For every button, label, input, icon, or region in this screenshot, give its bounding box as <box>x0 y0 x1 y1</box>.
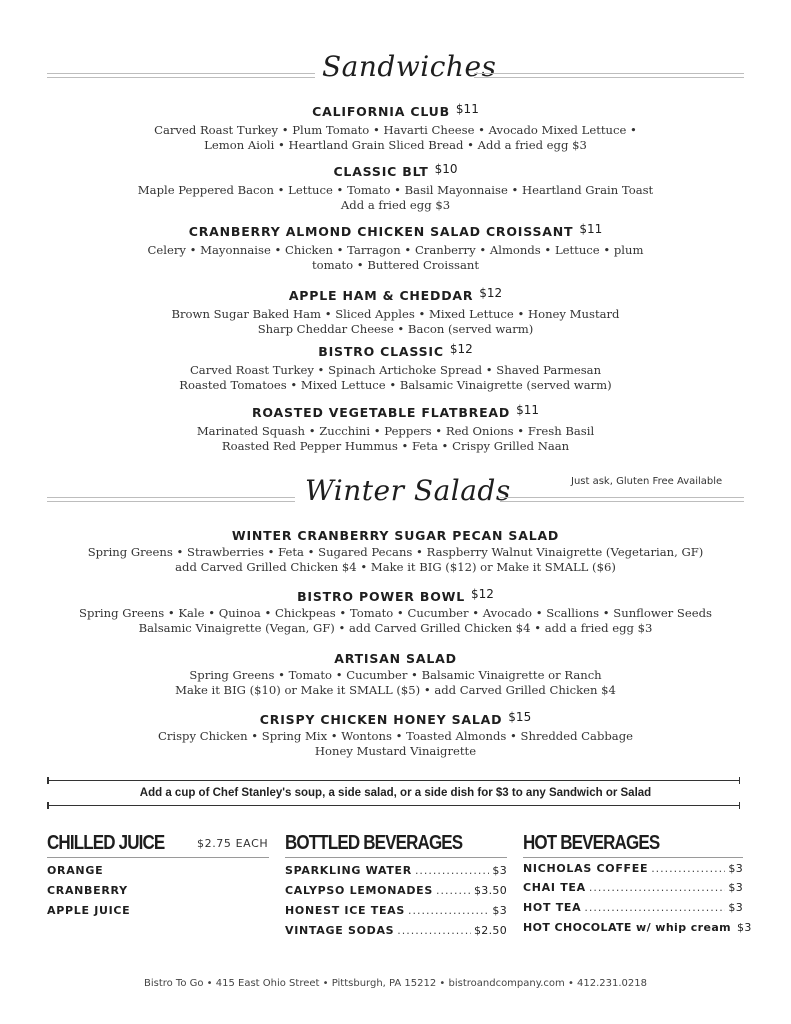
item-price: $11 <box>516 403 539 417</box>
bottled-item <box>285 924 507 937</box>
sandwiches-rule-left <box>47 73 315 78</box>
hot-beverages-rule <box>523 857 743 858</box>
bev-name: SPARKLING WATER <box>285 864 412 877</box>
addon-text: Add a cup of Chef Stanley's soup, a side salad, or a side dish for $3 to any Sandwich or Salad <box>139 787 652 799</box>
item-desc-line: Roasted Tomatoes • Mixed Lettuce • Balsamic Vinaigrette (served warm) <box>179 378 612 392</box>
sandwich-item <box>0 288 791 337</box>
item-name: BISTRO CLASSIC <box>318 344 444 359</box>
bev-price: $3.50 <box>474 884 507 897</box>
item-desc-line: Lemon Aioli • Heartland Grain Sliced Bread • Add a fried egg $3 <box>204 138 587 152</box>
item-name: APPLE HAM & CHEDDAR <box>288 288 474 303</box>
item-desc-line: Carved Roast Turkey • Spinach Artichoke Spread • Shaved Parmesan <box>189 363 602 377</box>
bev-price: $3 <box>728 862 743 875</box>
bev-name: VINTAGE SODAS <box>285 924 395 937</box>
dot-leader <box>436 884 471 897</box>
salads-heading: Winter Salads <box>305 474 511 507</box>
dot-leader <box>589 881 726 894</box>
juice-item <box>47 864 103 877</box>
bottled-item <box>285 864 507 877</box>
bottled-beverages-rule <box>285 857 507 858</box>
salad-item <box>0 651 791 698</box>
sandwiches-rule-right <box>474 73 744 78</box>
dot-leader <box>415 864 489 877</box>
bev-name: NICHOLAS COFFEE <box>523 862 649 875</box>
item-desc-line: Make it BIG ($10) or Make it SMALL ($5) • add Carved Grilled Chicken $4 <box>175 683 616 697</box>
item-price: $12 <box>449 342 473 356</box>
juice-item <box>47 904 130 917</box>
salads-rule-right <box>500 497 744 502</box>
chilled-juice-rule <box>47 857 269 858</box>
hot-item <box>523 862 743 875</box>
bev-price: $3 <box>728 881 743 894</box>
item-name: ROASTED VEGETABLE FLATBREAD <box>252 405 511 420</box>
item-price: $11 <box>579 222 603 236</box>
dot-leader <box>584 901 725 914</box>
bev-name: CHAI TEA <box>523 881 586 894</box>
item-desc-line: Brown Sugar Baked Ham • Sliced Apples • Mixed Lettuce • Honey Mustard <box>171 307 620 321</box>
juice-name: CRANBERRY <box>47 884 128 897</box>
gluten-free-note: Just ask, Gluten Free Available <box>571 476 723 487</box>
bottled-item <box>285 904 507 917</box>
item-name: ARTISAN SALAD <box>334 651 457 666</box>
hot-item <box>523 881 743 894</box>
item-price: $12 <box>479 286 503 300</box>
item-desc-line: Sharp Cheddar Cheese • Bacon (served warm) <box>257 322 534 336</box>
bev-price: $3 <box>492 864 507 877</box>
footer-contact: Bistro To Go • 415 East Ohio Street • Pittsburgh, PA 15212 • bistroandcompany.com • 412.231.0218 <box>143 978 648 989</box>
item-desc-line: Spring Greens • Kale • Quinoa • Chickpeas • Tomato • Cucumber • Avocado • Scallions • Sunflower Seeds <box>79 606 712 620</box>
sandwich-item <box>0 344 791 393</box>
hot-beverages-heading: HOT BEVERAGES <box>523 832 660 854</box>
addon-rule-bottom <box>47 805 740 806</box>
item-name: CALIFORNIA CLUB <box>312 104 450 119</box>
item-desc-line: Carved Roast Turkey • Plum Tomato • Havarti Cheese • Avocado Mixed Lettuce • <box>154 123 637 137</box>
bottled-beverages-heading: BOTTLED BEVERAGES <box>285 832 463 854</box>
bev-name: CALYPSO LEMONADES <box>285 884 434 897</box>
juice-name: ORANGE <box>47 864 104 877</box>
chilled-juice-price: $2.75 EACH <box>197 837 269 850</box>
bev-price: $3 <box>737 921 752 934</box>
item-desc-line: Celery • Mayonnaise • Chicken • Tarragon • Cranberry • Almonds • Lettuce • plum <box>147 243 644 257</box>
juice-item <box>47 884 128 897</box>
sandwich-item <box>0 224 791 273</box>
chilled-juice-heading: CHILLED JUICE <box>47 832 165 854</box>
item-price: $11 <box>455 102 479 116</box>
addon-rule-top <box>47 780 740 781</box>
item-price: $12 <box>471 587 494 601</box>
salad-item <box>0 712 791 759</box>
bev-price: $3 <box>728 901 743 914</box>
bev-name: HOT TEA <box>523 901 582 914</box>
item-desc-line: tomato • Buttered Croissant <box>311 258 480 272</box>
bev-name: HONEST ICE TEAS <box>285 904 405 917</box>
sandwiches-heading: Sandwiches <box>322 50 497 83</box>
item-price: $15 <box>508 710 532 724</box>
item-name: CRISPY CHICKEN HONEY SALAD <box>259 712 503 727</box>
hot-item <box>523 901 743 914</box>
item-desc-line: Roasted Red Pepper Hummus • Feta • Crispy Grilled Naan <box>221 439 570 453</box>
sandwich-item <box>0 405 791 454</box>
bev-price: $3 <box>492 904 507 917</box>
bev-price: $2.50 <box>474 924 507 937</box>
item-desc-line: Add a fried egg $3 <box>340 198 451 212</box>
bottled-item <box>285 884 507 897</box>
item-desc-line: Spring Greens • Tomato • Cucumber • Balsamic Vinaigrette or Ranch <box>189 668 602 682</box>
item-desc-line: Crispy Chicken • Spring Mix • Wontons • Toasted Almonds • Shredded Cabbage <box>157 729 634 743</box>
salad-item <box>0 528 791 575</box>
item-price: $10 <box>434 162 458 176</box>
hot-item <box>523 921 752 934</box>
item-desc-line: add Carved Grilled Chicken $4 • Make it BIG ($12) or Make it SMALL ($6) <box>175 560 616 574</box>
item-name: WINTER CRANBERRY SUGAR PECAN SALAD <box>231 528 560 543</box>
dot-leader <box>651 862 725 875</box>
item-name: CRANBERRY ALMOND CHICKEN SALAD CROISSANT <box>188 224 574 239</box>
item-desc-line: Honey Mustard Vinaigrette <box>314 744 477 758</box>
item-desc-line: Maple Peppered Bacon • Lettuce • Tomato • Basil Mayonnaise • Heartland Grain Toast <box>137 183 654 197</box>
sandwich-item <box>0 104 791 153</box>
dot-leader <box>397 924 471 937</box>
salad-item <box>0 589 791 636</box>
item-desc-line: Marinated Squash • Zucchini • Peppers • Red Onions • Fresh Basil <box>196 424 595 438</box>
juice-name: APPLE JUICE <box>47 904 131 917</box>
sandwich-item <box>0 164 791 213</box>
dot-leader <box>408 904 489 917</box>
bev-name: HOT CHOCOLATE w/ whip cream <box>523 921 732 934</box>
item-desc-line: Balsamic Vinaigrette (Vegan, GF) • add Carved Grilled Chicken $4 • add a fried egg $3 <box>138 621 653 635</box>
item-name: CLASSIC BLT <box>333 164 429 179</box>
item-name: BISTRO POWER BOWL <box>297 589 465 604</box>
item-desc-line: Spring Greens • Strawberries • Feta • Sugared Pecans • Raspberry Walnut Vinaigrette (Vegetarian, GF) <box>87 545 704 559</box>
salads-rule-left <box>47 497 295 502</box>
